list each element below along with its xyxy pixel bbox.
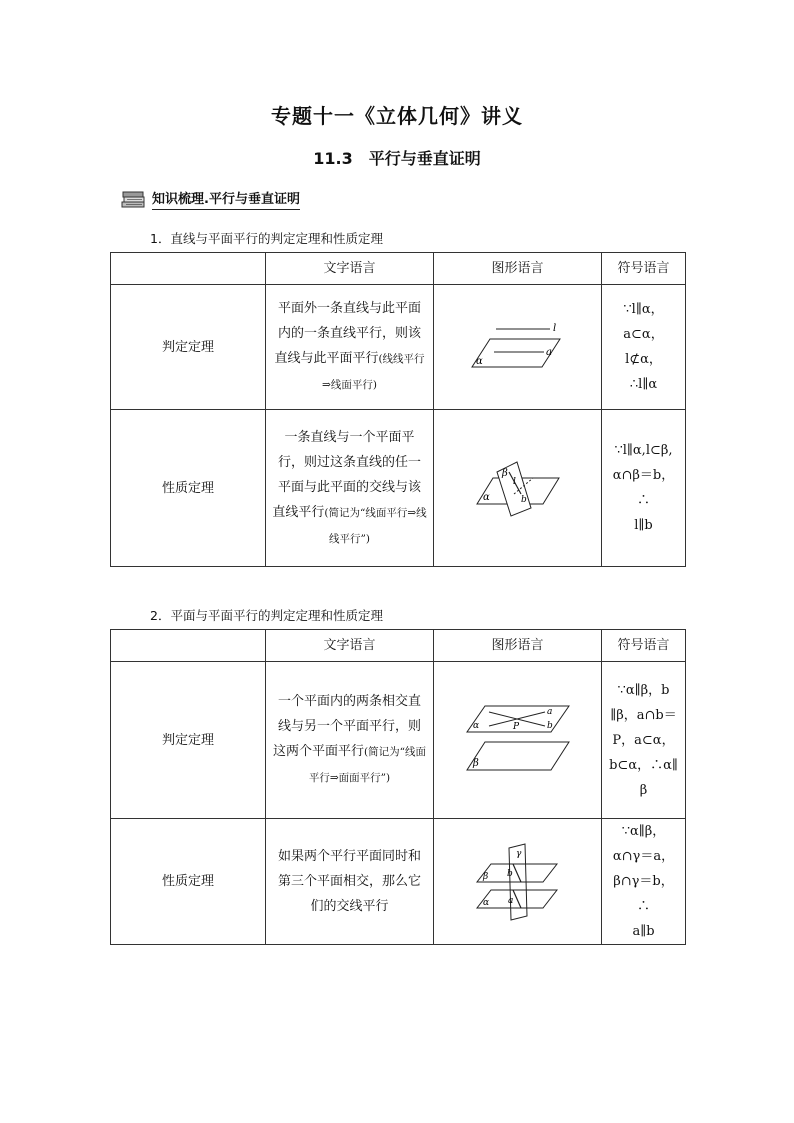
plane-parallel-property-figure xyxy=(473,842,563,922)
table-row xyxy=(111,819,686,945)
symbol-cell xyxy=(602,285,686,410)
fig-label: b xyxy=(546,721,553,731)
fig-label: α xyxy=(482,897,489,908)
table-line-plane-parallel xyxy=(110,252,686,567)
fig-label: β xyxy=(482,871,488,882)
page-title: 专题十一《立体几何》讲义 xyxy=(271,104,523,128)
header-cell: 符号语言 xyxy=(602,630,686,662)
text-cell xyxy=(266,662,434,819)
symbol-line: ∵l∥α， xyxy=(623,302,664,317)
text-cell xyxy=(266,285,434,410)
table-row xyxy=(111,662,686,819)
symbol-line: β∩γ＝b，∴ xyxy=(613,874,674,914)
symbol-line: a∥b xyxy=(632,924,655,939)
symbol-cell xyxy=(602,819,686,945)
fig-label: a xyxy=(545,347,552,358)
fig-label: l xyxy=(512,477,516,487)
books-icon xyxy=(120,188,146,210)
figure-cell xyxy=(434,662,602,819)
fig-label: b xyxy=(520,495,527,505)
table-plane-plane-parallel xyxy=(110,629,686,945)
row-name: 判定定理 xyxy=(111,285,266,410)
row-name: 判定定理 xyxy=(111,662,266,819)
fig-label: α xyxy=(482,492,490,503)
symbol-line: ∥β，a∩b＝ xyxy=(610,707,677,723)
row-name: 性质定理 xyxy=(111,819,266,945)
plane-parallel-criterion-figure xyxy=(463,700,573,780)
table-row xyxy=(111,410,686,567)
symbol-line: ∵l∥α,l⊂β, xyxy=(614,443,673,458)
figure-cell xyxy=(434,285,602,410)
fig-label: l xyxy=(552,323,556,334)
header-cell xyxy=(111,630,266,662)
fig-label: b xyxy=(506,868,513,879)
section-label: 知识梳理.平行与垂直证明 xyxy=(152,188,300,210)
fig-label: a xyxy=(546,707,552,717)
table-header-row xyxy=(111,253,686,285)
fig-label: α xyxy=(475,356,483,367)
theorem-text: 一条直线与一个平面平行，则过这条直线的任一平面与此平面的交线与该直线平行 xyxy=(272,429,421,520)
table1-caption: 1．直线与平面平行的判定定理和性质定理 xyxy=(150,231,383,246)
page-subtitle: 11.3 平行与垂直证明 xyxy=(313,149,481,168)
fig-label: β xyxy=(472,758,479,769)
theorem-note: (简记为“线面平行⇒面面平行”) xyxy=(308,746,426,784)
symbol-line: l∥b xyxy=(634,518,653,533)
plane-intersection-figure xyxy=(473,458,563,518)
symbol-line: a⊂α，l⊄α， xyxy=(623,327,664,367)
header-cell: 图形语言 xyxy=(434,630,602,662)
symbol-cell xyxy=(602,410,686,567)
table-row xyxy=(111,285,686,410)
header-cell xyxy=(111,253,266,285)
symbol-line: α∩γ＝a， xyxy=(612,849,675,864)
line-parallel-plane-figure xyxy=(468,317,568,377)
header-cell: 文字语言 xyxy=(266,630,434,662)
symbol-line: P，a⊂α， xyxy=(612,732,675,748)
theorem-text: 一个平面内的两条相交直线与另一个平面平行，则这两个平面平行 xyxy=(273,694,421,759)
header-cell: 文字语言 xyxy=(266,253,434,285)
symbol-line: ∵α∥β，b xyxy=(617,682,670,698)
section-heading xyxy=(120,187,300,211)
fig-label: α xyxy=(472,721,479,731)
symbol-line: β xyxy=(639,782,648,798)
table-header-row xyxy=(111,630,686,662)
theorem-note: (线线平行⇒线面平行) xyxy=(322,353,425,391)
fig-label: a xyxy=(507,895,513,906)
figure-cell xyxy=(434,819,602,945)
fig-label: P xyxy=(512,722,519,732)
symbol-line: α∩β＝b，∴ xyxy=(612,468,675,508)
header-cell: 符号语言 xyxy=(602,253,686,285)
text-cell xyxy=(266,819,434,945)
table2-caption: 2．平面与平面平行的判定定理和性质定理 xyxy=(150,608,383,623)
fig-label: β xyxy=(501,468,508,479)
header-cell: 图形语言 xyxy=(434,253,602,285)
theorem-text: 平面外一条直线与此平面内的一条直线平行，则该直线与此平面平行 xyxy=(274,301,421,366)
figure-cell xyxy=(434,410,602,567)
row-name: 性质定理 xyxy=(111,410,266,567)
theorem-note: (简记为“线面平行⇒线线平行”) xyxy=(324,506,427,545)
text-cell xyxy=(266,410,434,567)
symbol-line: ∵α∥β， xyxy=(621,824,666,839)
fig-label: γ xyxy=(515,848,521,859)
symbol-cell xyxy=(602,662,686,819)
theorem-text: 如果两个平行平面同时和第三个平面相交，那么它们的交线平行 xyxy=(277,849,421,914)
symbol-line: ∴l∥α xyxy=(629,377,658,392)
symbol-line: b⊂α，∴α∥ xyxy=(609,757,678,773)
